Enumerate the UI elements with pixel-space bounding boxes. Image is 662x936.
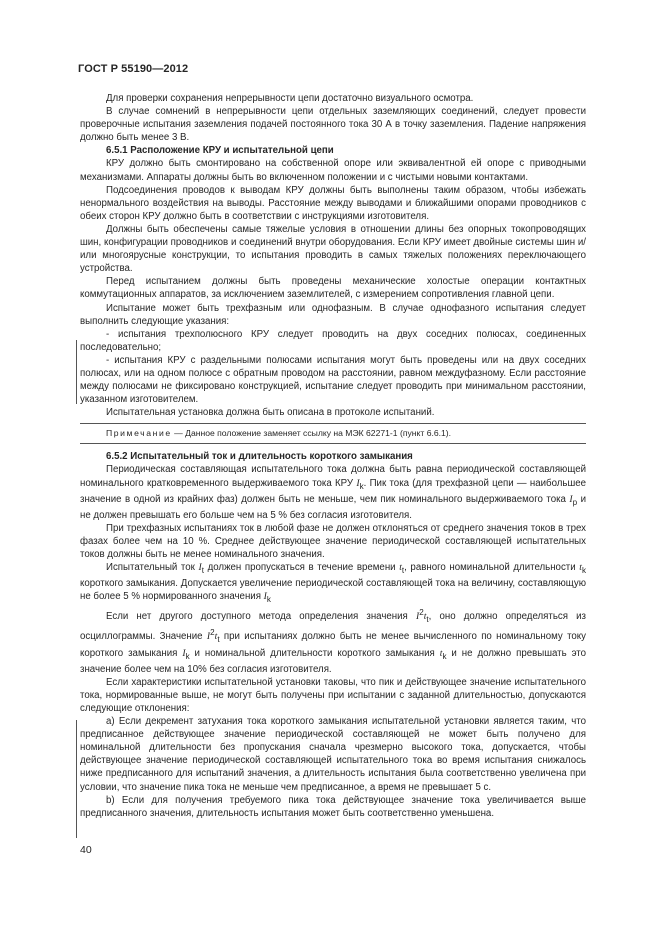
paragraph: КРУ должно быть смонтировано на собственной опоре или эквивалентной ей опоре с приводными механизмами. Аппараты должны быть во включенном положении и с чистыми новыми контактами. bbox=[80, 158, 586, 183]
paragraph: Если характеристики испытательной установки таковы, что пик и действующее значение испытательного тока, нормированные выше, не могут быть получены при испытании с заданной длительностью, допускаются следующие отклонения: bbox=[80, 676, 586, 714]
section-heading-6-5-1: 6.5.1 Расположение КРУ и испытательной цепи bbox=[106, 145, 334, 157]
paragraph: Подсоединения проводов к выводам КРУ должны быть выполнены таким образом, чтобы избежать ненормального воздействия на выводы. Расстояние между выводами и ближайшими опорами проводников с обеих сторон КРУ должно быть в соответствии с инструкциями изготовителя. bbox=[80, 184, 586, 222]
paragraph: Должны быть обеспечены самые тяжелые условия в отношении длины без опорных токопроводящих шин, конфигурации проводников и соединений внутри оборудования. Если КРУ имеет двойные системы шин и/или многоярусные конструкции, то испытания проводить в самых тяжелых положениях переключающего устройства. bbox=[80, 223, 586, 275]
note bbox=[80, 423, 586, 444]
revision-margin-line bbox=[76, 340, 77, 404]
paragraph: Испытательный ток $I_t$ должен пропускаться в течение времени $t_t$, равного номинальной длительности $t_k$ короткого замыкания. Допускается увеличение периодической составляющей тока на величину, составляющую не более 5 % нормированного значения $I_k$ bbox=[80, 561, 586, 605]
paragraph: Для проверки сохранения непрерывности цепи достаточно визуального осмотра. bbox=[106, 93, 474, 104]
paragraph: Если нет другого доступного метода определения значения $I^2t_t$, оно должно определяться из осциллограммы. Значение $I^2t_t$ при испытаниях должно быть не менее вычисленного по номинальному току короткого замыкания $I_k$ и номинальной длительности короткого замыкания $t_k$ и не должно превышать это значение более чем на 10% без согласия изготовителя. bbox=[80, 608, 587, 675]
list-item: b) Если для получения требуемого пика тока действующее значение тока увеличивается выше предписанного значения, длительность испытания может быть соответственно уменьшена. bbox=[80, 794, 586, 819]
page-number: 40 bbox=[80, 844, 92, 856]
paragraph: В случае сомнений в непрерывности цепи отдельных заземляющих соединений, следует провести проверочные испытания заземления подачей постоянного тока 30 А в точку заземления. Падение напряжения должно быть менее 3 В. bbox=[80, 106, 586, 144]
paragraph: При трехфазных испытаниях ток в любой фазе не должен отклоняться от среднего значения токов в трех фазах более чем на 10 %. Среднее действующее значение периодической составляющей испытательных токов должны быть не менее номинального значения. bbox=[80, 522, 586, 560]
note-label: Примечание bbox=[106, 428, 172, 439]
list-item: - испытания трехполюсного КРУ следует проводить на двух соседних полюсах, соединенных последовательно; bbox=[80, 328, 586, 353]
document-header: ГОСТ Р 55190—2012 bbox=[78, 63, 189, 75]
note-text: — Данное положение заменяет ссылку на МЭК 62271-1 (пункт 6.6.1). bbox=[171, 428, 452, 439]
document-body bbox=[80, 92, 586, 820]
list-item: - испытания КРУ с раздельными полюсами испытания могут быть проведены или на двух соседних полюсах, или на одном полюсе с обратным проводом на расстоянии, равном междуфазному. Если расстояние между полюсами не фиксировано конструкцией, испытание следует проводить при минимальном расстоянии, указанном изготовителем. bbox=[80, 354, 586, 406]
paragraph: Перед испытанием должны быть проведены механические холостые операции контактных коммутационных аппаратов, за исключением заземлителей, с измерением сопротивления главной цепи. bbox=[80, 276, 586, 301]
list-item: а) Если декремент затухания тока короткого замыкания испытательной установки является таким, что предписанное действующее значение периодической составляющей не может быть получено для номинальной длительности без пропускания сначала чрезмерно высокого тока, допускается, чтобы действующее значение периодической составляющей испытательного тока во время испытания снижалось ниже предписанного для испытаний значения, а длительность испытания была соответственно увеличена при условии, что значение пика тока не меньше чем предписанное, а время не превышает 5 с. bbox=[80, 716, 586, 793]
paragraph: Испытательная установка должна быть описана в протоколе испытаний. bbox=[106, 407, 435, 419]
paragraph: Периодическая составляющая испытательного тока должна быть равна периодической составляющей номинального кратковременного выдерживаемого тока КРУ $I_k$. Пик тока (для трехфазной цепи — наибольшее значение в одной из крайних фаз) должен быть не меньше, чем пик номинального выдерживаемого тока $I_p$ и не должен превышать его больше чем на 5 % без согласия изготовителя. bbox=[80, 464, 586, 521]
revision-margin-line bbox=[76, 720, 77, 838]
section-heading-6-5-2: 6.5.2 Испытательный ток и длительность короткого замыкания bbox=[106, 451, 413, 463]
paragraph: Испытание может быть трехфазным или однофазным. В случае однофазного испытания следует выполнить следующие указания: bbox=[80, 302, 586, 327]
